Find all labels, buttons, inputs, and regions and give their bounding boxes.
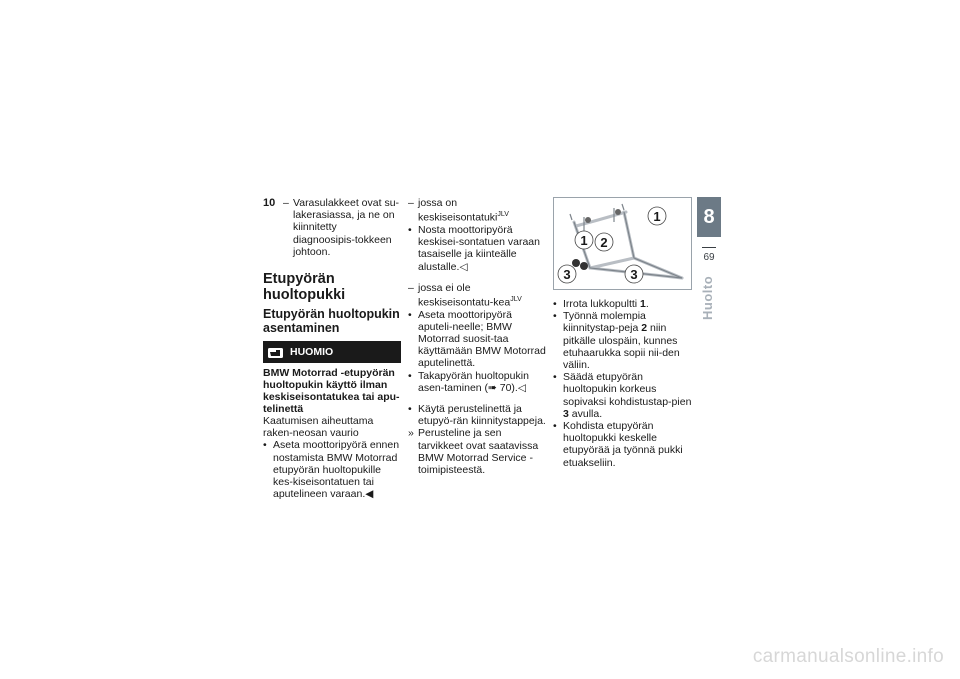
list-item-text: Aseta moottoripyörä aputeli-neelle; BMW Motorrad suosit-taa käyttämään BMW Motorrad aputelinettä.	[418, 308, 546, 370]
notice-list-item	[263, 439, 401, 500]
list-item-text: Käytä perustelinettä ja etupyö-rän kiinnitystappeja.	[418, 403, 546, 428]
notice-label: HUOMIO	[290, 345, 334, 358]
list-item	[408, 427, 548, 476]
list-item-text: Nosta moottoripyörä keskisei-sontatuen varaan tasaiselle ja kiinteälle alustalle.◁	[418, 223, 540, 273]
list-item-text: .	[645, 298, 649, 310]
list-item	[553, 298, 693, 310]
list-item-text: Kohdista etupyörän huoltopukki keskelle etupyörää ja työnnä pukki etuakseliin.	[563, 420, 683, 469]
list-item	[408, 309, 548, 370]
figure-callout: 1	[580, 233, 588, 248]
list-item	[553, 420, 693, 469]
list-item-text: jossa ei ole keskiseisontatu-kea	[418, 281, 511, 309]
column-3	[553, 197, 693, 469]
bullet-marker: •	[408, 403, 412, 416]
reference-number: 3	[563, 407, 569, 420]
reference-number: 2	[641, 322, 648, 335]
page-number: 10	[263, 197, 276, 209]
section-heading: Etupyörän huoltopukki	[263, 271, 346, 304]
list-item-text: avulla.	[571, 407, 603, 420]
bullet-marker: •	[553, 371, 557, 384]
subsection-heading: Etupyörän huoltopukin asentaminen	[263, 307, 400, 336]
side-page-number: 69	[703, 252, 715, 263]
bullet-marker: •	[408, 308, 412, 321]
dash-marker: –	[283, 197, 289, 209]
bullet-marker: •	[408, 223, 412, 236]
column-2	[408, 197, 548, 476]
dash-marker: –	[408, 281, 414, 294]
figure-callout: 2	[600, 235, 608, 250]
figure-callout: 3	[630, 267, 638, 282]
list-item-text: Säädä etupyörän huoltopukin korkeus sopivaksi kohdistustap-pien	[563, 371, 692, 408]
list-item-text: niin pitkälle ulospäin, kunnes etuhaarukka sopii nii-den väliin.	[563, 322, 680, 372]
reference-number: 1	[640, 298, 646, 310]
list-item	[408, 282, 548, 309]
figure-callout: 3	[563, 267, 571, 282]
list-item-text: jossa on keskiseisontatuki	[418, 197, 498, 224]
section-name: Huolto	[700, 275, 715, 320]
bullet-marker: •	[553, 310, 557, 323]
list-item	[553, 371, 693, 420]
notice-title: BMW Motorrad -etupyörän huoltopukin käyttö ilman keskiseisontatukea tai apu-telinettä	[263, 367, 400, 416]
list-item-text: Työnnä molempia kiinnitystap-peja	[563, 310, 646, 335]
watermark: carmanualsonline.info	[752, 646, 944, 667]
list-item	[553, 310, 693, 371]
warning-hand-icon	[267, 346, 284, 359]
intro-list-item	[283, 197, 401, 258]
front-stand-figure	[553, 197, 692, 290]
variant-superscript: JLV	[497, 211, 509, 219]
variant-superscript: JLV	[510, 295, 522, 303]
notice-banner	[263, 341, 401, 363]
bullet-marker: •	[553, 298, 557, 310]
list-item	[408, 197, 548, 224]
bullet-marker: •	[553, 420, 557, 433]
list-item-text: Irrota lukkopultti	[563, 298, 638, 310]
dash-marker: –	[408, 197, 414, 209]
bullet-marker: •	[263, 439, 267, 452]
result-marker: »	[408, 427, 414, 440]
intro-text: Varasulakkeet ovat su-lakerasiassa, ja ne on kiinnitetty diagnoosipis-tokkeen johtoon.	[293, 197, 400, 258]
notice-body: Kaatumisen aiheuttama raken-neosan vaurio	[263, 415, 374, 440]
bullet-marker: •	[408, 369, 412, 382]
tab-divider	[702, 247, 716, 248]
list-item-text: Takapyörän huoltopukin asen-taminen (➠ 70).◁	[418, 369, 529, 394]
chapter-tab: 8	[697, 197, 721, 237]
column-1	[263, 197, 401, 500]
list-item	[408, 224, 548, 273]
list-item	[408, 403, 548, 427]
figure-callout: 1	[653, 209, 661, 224]
list-item	[408, 370, 548, 394]
notice-item-text: Aseta moottoripyörä ennen nostamista BMW Motorrad etupyörän huoltopukille kes-kiseisontatuen tai aputelineen varaan.◀	[273, 439, 400, 501]
list-item-text: Perusteline ja sen tarvikkeet ovat saatavissa BMW Motorrad Service -toimipisteestä.	[418, 427, 539, 477]
